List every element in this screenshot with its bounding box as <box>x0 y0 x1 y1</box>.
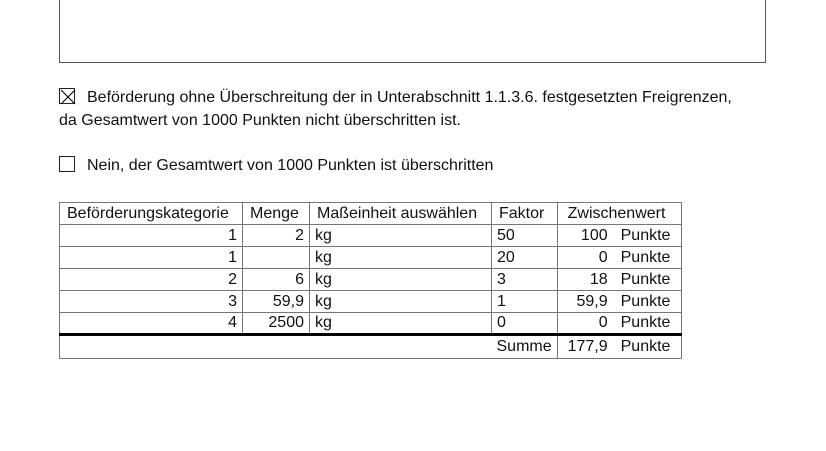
cell-zwischenwert <box>557 225 681 247</box>
sum-label: Summe <box>492 335 558 359</box>
zwischenwert-unit: Punkte <box>620 226 671 244</box>
cell-menge[interactable] <box>243 247 310 269</box>
sum-unit: Punkte <box>620 338 671 355</box>
cell-kategorie[interactable]: 4 <box>60 313 243 335</box>
cell-zwischenwert <box>557 291 681 313</box>
sum-blank <box>60 335 492 359</box>
zwischenwert-value: 0 <box>598 248 608 266</box>
sum-row <box>60 335 682 359</box>
table-row <box>60 225 682 247</box>
cell-kategorie[interactable]: 1 <box>60 225 243 247</box>
remarks-textbox[interactable] <box>59 0 766 63</box>
cell-kategorie[interactable]: 2 <box>60 269 243 291</box>
cell-zwischenwert <box>557 313 681 335</box>
zwischenwert-value: 100 <box>580 226 608 244</box>
zwischenwert-value: 18 <box>589 270 608 288</box>
cell-menge[interactable]: 59,9 <box>243 291 310 313</box>
within-limit-label-line2: da Gesamtwert von 1000 Punkten nicht überschritten ist. <box>59 112 461 129</box>
cell-einheit-select[interactable]: kg <box>310 247 492 269</box>
header-zwischenwert: Zwischenwert <box>557 203 681 225</box>
cell-menge[interactable]: 2500 <box>243 313 310 335</box>
cell-einheit-select[interactable]: kg <box>310 269 492 291</box>
within-limit-label: Beförderung ohne Überschreitung der in Unterabschnitt 1.1.3.6. festgesetzten Freigrenzen, <box>87 89 732 106</box>
sum-value: 177,9 <box>567 338 608 355</box>
cell-kategorie[interactable]: 1 <box>60 247 243 269</box>
option-exceeded <box>59 154 799 177</box>
table-row <box>60 247 682 269</box>
zwischenwert-unit: Punkte <box>620 314 671 331</box>
exceeded-checkbox[interactable] <box>59 156 75 172</box>
header-faktor: Faktor <box>492 203 558 225</box>
zwischenwert-unit: Punkte <box>620 248 671 266</box>
cell-einheit-select[interactable]: kg <box>310 291 492 313</box>
cell-kategorie[interactable]: 3 <box>60 291 243 313</box>
exceeded-label: Nein, der Gesamtwert von 1000 Punkten ist überschritten <box>87 157 494 174</box>
cell-zwischenwert <box>557 247 681 269</box>
cell-faktor: 1 <box>492 291 558 313</box>
cell-faktor: 0 <box>492 313 558 335</box>
zwischenwert-value: 0 <box>598 314 608 331</box>
cell-faktor: 50 <box>492 225 558 247</box>
zwischenwert-value: 59,9 <box>576 292 608 310</box>
checked-x-icon <box>60 89 76 105</box>
zwischenwert-unit: Punkte <box>620 270 671 288</box>
cell-einheit-select[interactable]: kg <box>310 313 492 335</box>
table-row <box>60 269 682 291</box>
cell-faktor: 3 <box>492 269 558 291</box>
within-limit-checkbox[interactable] <box>59 88 75 104</box>
table-row <box>60 291 682 313</box>
cell-faktor: 20 <box>492 247 558 269</box>
cell-zwischenwert <box>557 269 681 291</box>
cell-menge[interactable]: 6 <box>243 269 310 291</box>
table-row <box>60 313 682 335</box>
header-kategorie: Beförderungskategorie <box>60 203 243 225</box>
cell-menge[interactable]: 2 <box>243 225 310 247</box>
header-einheit: Maßeinheit auswählen <box>310 203 492 225</box>
sum-cell <box>557 335 681 359</box>
cell-einheit-select[interactable]: kg <box>310 225 492 247</box>
table-header-row <box>60 203 682 225</box>
option-within-limit <box>59 86 799 132</box>
points-table <box>59 202 682 359</box>
header-menge: Menge <box>243 203 310 225</box>
zwischenwert-unit: Punkte <box>620 292 671 310</box>
